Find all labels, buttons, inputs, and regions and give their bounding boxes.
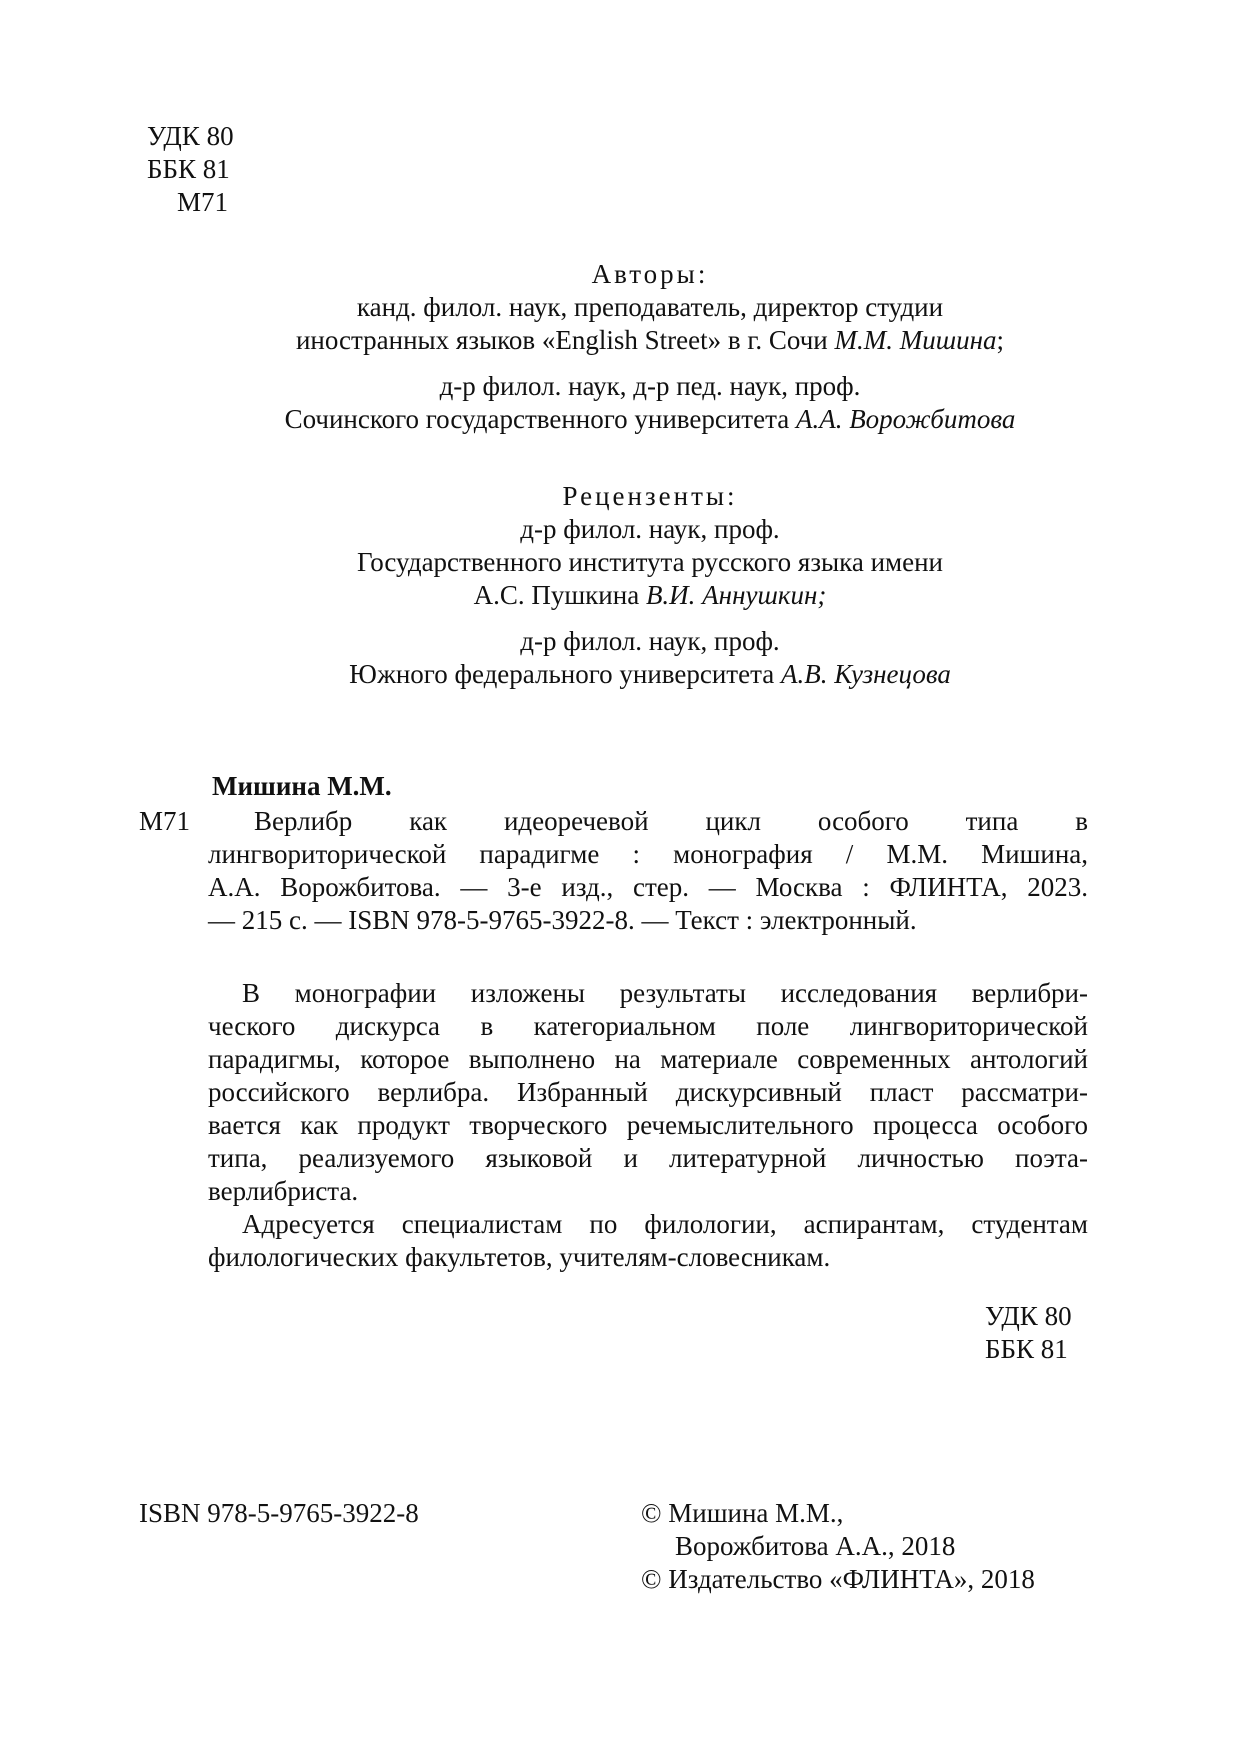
reviewers-heading: Рецензенты: bbox=[562, 481, 738, 511]
classification-bottom bbox=[985, 1300, 1072, 1366]
reviewer2-line1: д-р филол. наук, проф. bbox=[520, 626, 780, 656]
author2-line2 bbox=[150, 403, 1150, 436]
bibliographic-code: М71 bbox=[139, 806, 191, 836]
author1-name: М.М. Мишина bbox=[834, 325, 997, 355]
annotation-line: ческого дискурса в категориальном поле лингвориторической bbox=[208, 1011, 1088, 1041]
bibliographic-description bbox=[208, 805, 1088, 937]
annotation-line: типа, реализуемого языковой и литературной личностью поэта- bbox=[208, 1143, 1088, 1173]
author2-name: А.А. Ворожбитова bbox=[795, 404, 1016, 434]
annotation-line: Адресуется специалистам по филологии, аспирантам, студентам bbox=[242, 1209, 1088, 1239]
bibliographic-line: — 215 с. — ISBN 978-5-9765-3922-8. — Текст : электронный. bbox=[208, 905, 917, 935]
annotation-line: парадигмы, которое выполнено на материале современных антологий bbox=[208, 1044, 1088, 1074]
author1-line2 bbox=[150, 324, 1150, 357]
bibliographic-line: А.А. Ворожбитова. — 3-е изд., стер. — Москва : ФЛИНТА, 2023. bbox=[208, 872, 1088, 902]
author2-line1: д-р филол. наук, д-р пед. наук, проф. bbox=[439, 371, 861, 401]
annotation-line: российского верлибра. Избранный дискурсивный пласт рассматри- bbox=[208, 1077, 1088, 1107]
copyright-publisher: © Издательство «ФЛИНТА», 2018 bbox=[641, 1564, 1035, 1594]
annotation-line: филологических факультетов, учителям-словесникам. bbox=[208, 1242, 831, 1272]
copyright-block bbox=[641, 1497, 1035, 1596]
udk-code-bottom: УДК 80 bbox=[985, 1301, 1072, 1331]
annotation bbox=[208, 977, 1088, 1274]
annotation-line: вается как продукт творческого речемыслительного процесса особого bbox=[208, 1110, 1088, 1140]
reviewer1-line1: д-р филол. наук, проф. bbox=[520, 514, 780, 544]
reviewer1-name: В.И. Аннушкин; bbox=[645, 580, 827, 610]
bibliographic-line: лингвориторической парадигме : монография / М.М. Мишина, bbox=[208, 839, 1088, 869]
authors-heading: Авторы: bbox=[591, 259, 709, 289]
author1-line1: канд. филол. наук, преподаватель, директор студии bbox=[356, 292, 944, 322]
reviewer1-affiliation: А.С. Пушкина bbox=[473, 580, 646, 610]
bbk-code-bottom: ББК 81 bbox=[985, 1334, 1068, 1364]
reviewer2-name: А.В. Кузнецова bbox=[780, 659, 951, 689]
udk-code: УДК 80 bbox=[147, 121, 234, 151]
reviewer1-line2: Государственного института русского языка имени bbox=[357, 547, 943, 577]
classification-top bbox=[147, 120, 234, 219]
reviewer2-line2 bbox=[150, 658, 1150, 691]
authors-section bbox=[150, 258, 1150, 436]
copyright-authors-cont: Ворожбитова А.А., 2018 bbox=[675, 1531, 956, 1561]
author-sign: М71 bbox=[177, 187, 229, 217]
author1-suffix: ; bbox=[996, 325, 1005, 355]
bibliographic-author: Мишина М.М. bbox=[212, 771, 392, 801]
bbk-code: ББК 81 bbox=[147, 154, 230, 184]
reviewers-section bbox=[150, 480, 1150, 691]
reviewer2-affiliation: Южного федерального университета bbox=[349, 659, 781, 689]
copyright-authors: © Мишина М.М., bbox=[641, 1498, 844, 1528]
bibliographic-line: Верлибр как идеоречевой цикл особого типа в bbox=[254, 806, 1088, 836]
annotation-line: верлибриста. bbox=[208, 1176, 359, 1206]
reviewer1-line3 bbox=[150, 579, 1150, 612]
annotation-line: В монографии изложены результаты исследования верлибри- bbox=[242, 978, 1088, 1008]
isbn: ISBN 978-5-9765-3922-8 bbox=[139, 1498, 419, 1528]
author2-affiliation: Сочинского государственного университета bbox=[284, 404, 796, 434]
author1-affiliation: иностранных языков «English Street» в г. Сочи bbox=[295, 325, 835, 355]
